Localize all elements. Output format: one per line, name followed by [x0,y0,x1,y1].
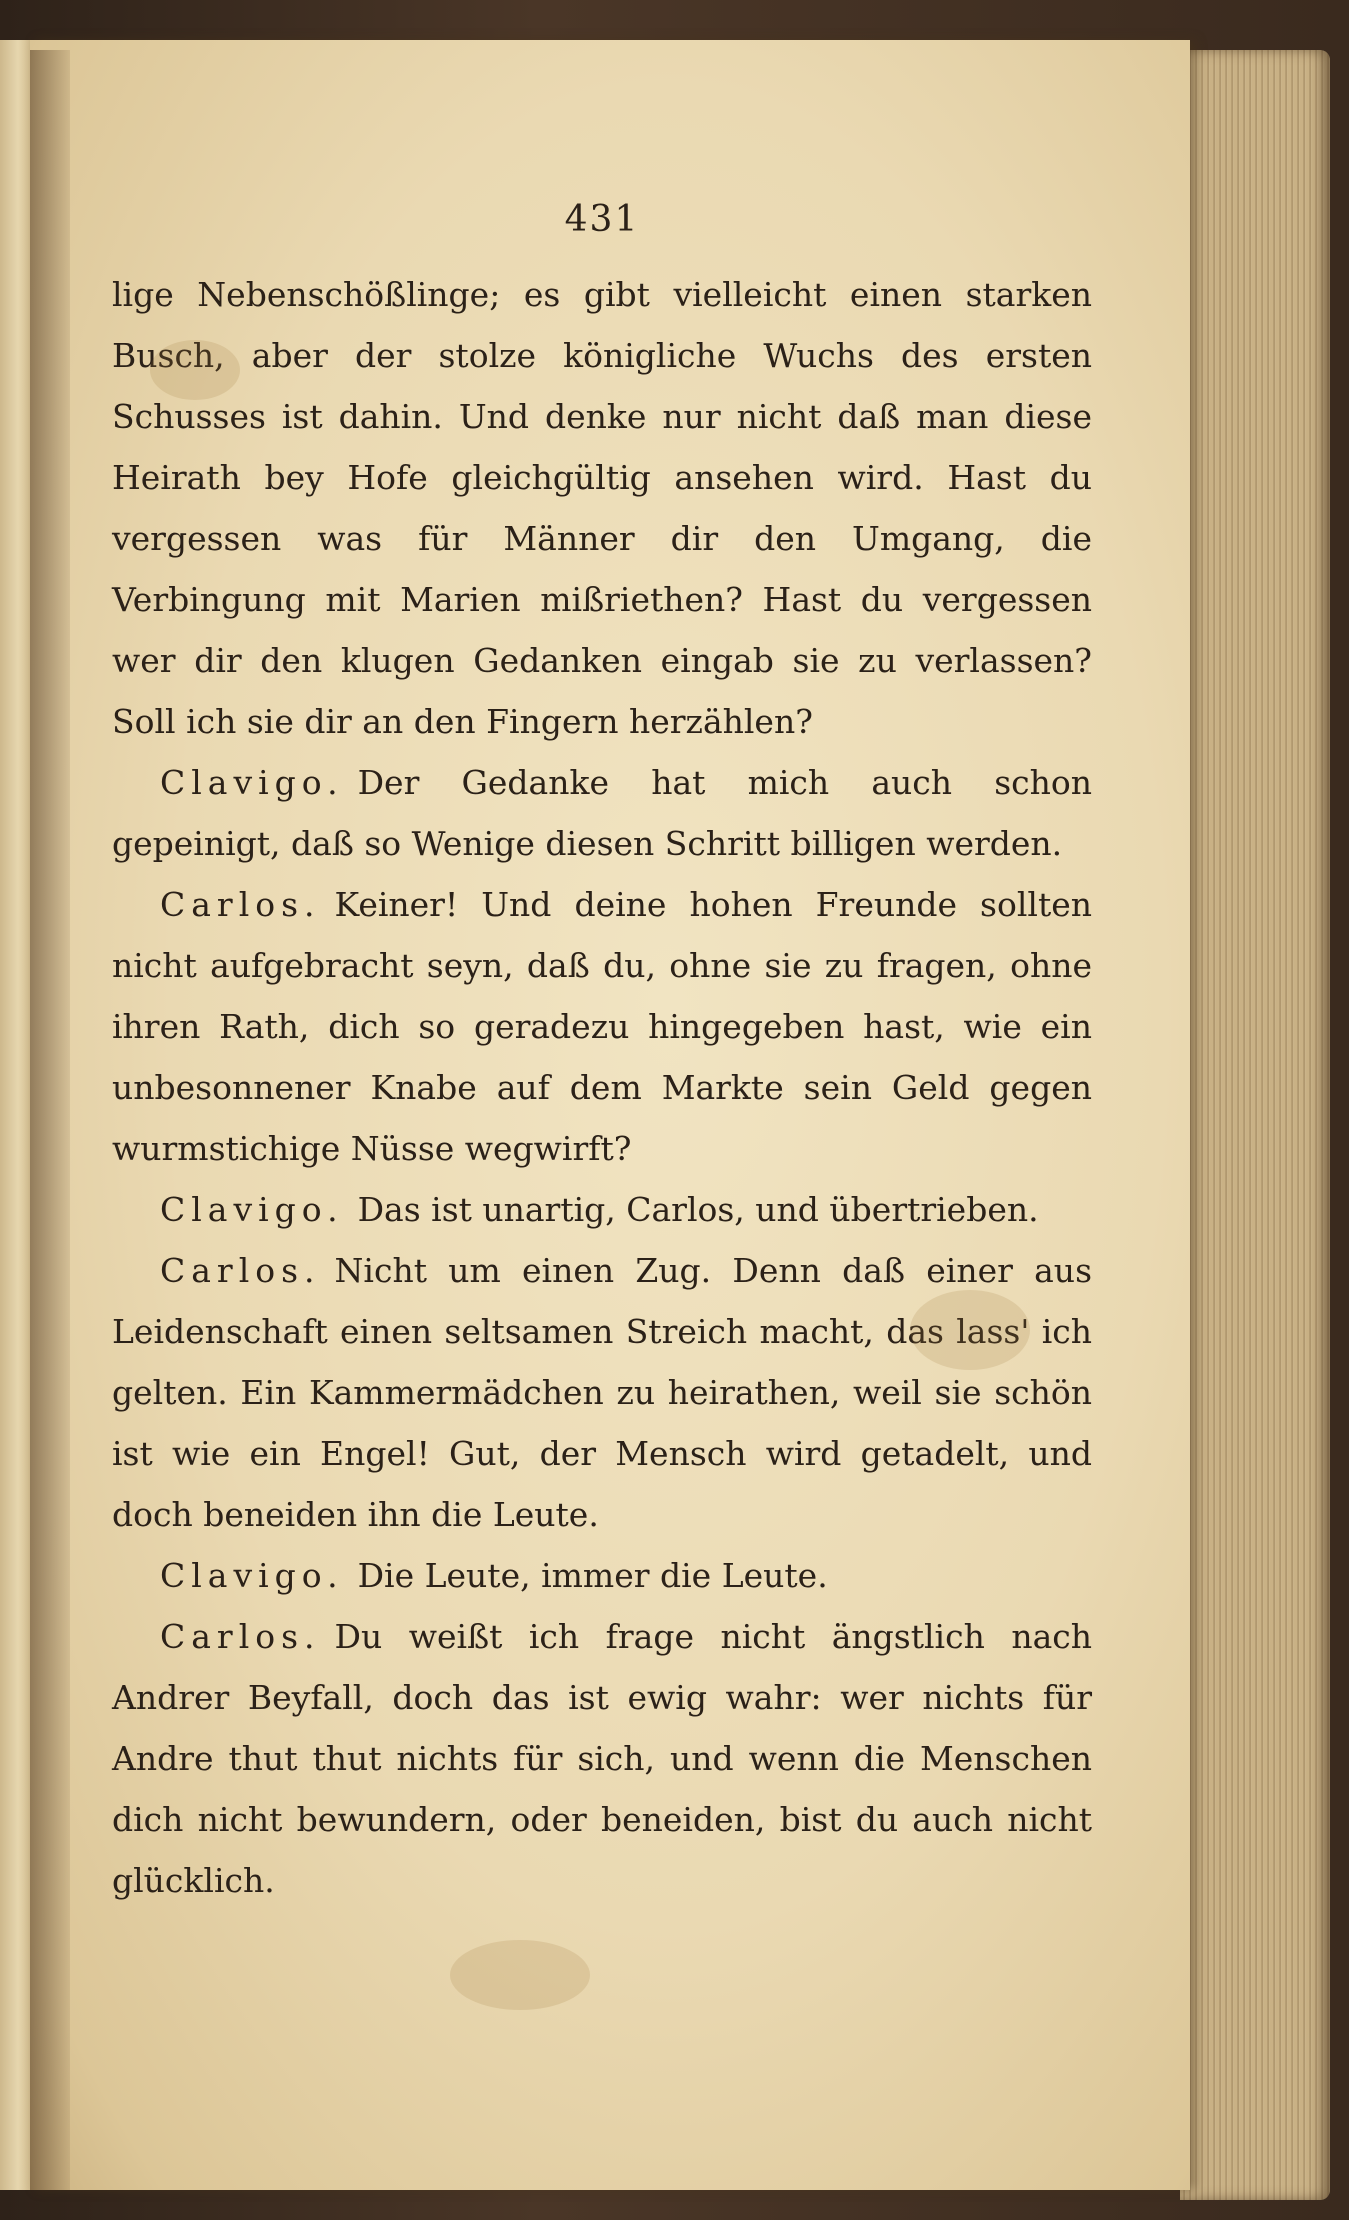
speaker-name: Clavigo. [160,1556,344,1595]
dialogue-paragraph [112,752,1092,874]
dialogue-paragraph [112,1606,1092,1911]
book-page [30,40,1190,2190]
speaker-name: Clavigo. [160,763,344,802]
dialogue-paragraph [112,1545,1092,1606]
paragraph-text: lige Nebenschößlinge; es gibt vielleicht einen starken Busch, aber der stolze königliche Wuchs des ersten Schusses ist dahin. Und denke nur nicht daß man diese Heirath bey Hofe gleichgültig ansehen wird. Hast du vergessen was für Männer dir den Umgang, die Verbingung mit Marien mißriethen? Hast du vergessen wer dir den klugen Gedanken eingab sie zu verlassen? Soll ich sie dir an den Fingern herzählen? [112,275,1092,741]
dialogue-paragraph [112,1240,1092,1545]
page-text-block [112,190,1092,1911]
dialogue-paragraph [112,874,1092,1179]
paragraph-text: Nicht um einen Zug. Denn daß einer aus Leidenschaft einen seltsamen Streich macht, das lass' ich gelten. Ein Kammermädchen zu heirathen, weil sie schön ist wie ein Engel! Gut, der Mensch wird getadelt, und doch beneiden ihn die Leute. [112,1251,1092,1534]
paragraph-text: Die Leute, immer die Leute. [357,1556,828,1595]
paper-stain [910,1290,1030,1370]
paragraph-text: Du weißt ich frage nicht ängstlich nach Andrer Beyfall, doch das ist ewig wahr: wer nichts für Andre thut thut nichts für sich, und wenn die Menschen dich nicht bewundern, oder beneiden, bist du auch nicht glücklich. [112,1617,1092,1900]
paragraph-continued [112,264,1092,752]
speaker-name: Carlos. [160,1617,321,1656]
page-block-edges [1180,50,1330,2200]
facing-page-edge [0,40,32,2190]
speaker-name: Carlos. [160,885,321,924]
speaker-name: Clavigo. [160,1190,344,1229]
paper-stain [150,340,240,400]
speaker-name: Carlos. [160,1251,321,1290]
paragraph-text: Das ist unartig, Carlos, und übertrieben. [357,1190,1039,1229]
dialogue-paragraph [112,1179,1092,1240]
paragraph-text: Der Gedanke hat mich auch schon gepeinigt, daß so Wenige diesen Schritt billigen werden. [112,763,1092,863]
paragraph-text: Keiner! Und deine hohen Freunde sollten nicht aufgebracht seyn, daß du, ohne sie zu fragen, ohne ihren Rath, dich so geradezu hingegeben hast, wie ein unbesonnener Knabe auf dem Markte sein Geld gegen wurmstichige Nüsse wegwirft? [112,885,1092,1168]
paper-stain [450,1940,590,2010]
gutter-shadow [30,50,70,2190]
page-number: 431 [564,199,640,240]
